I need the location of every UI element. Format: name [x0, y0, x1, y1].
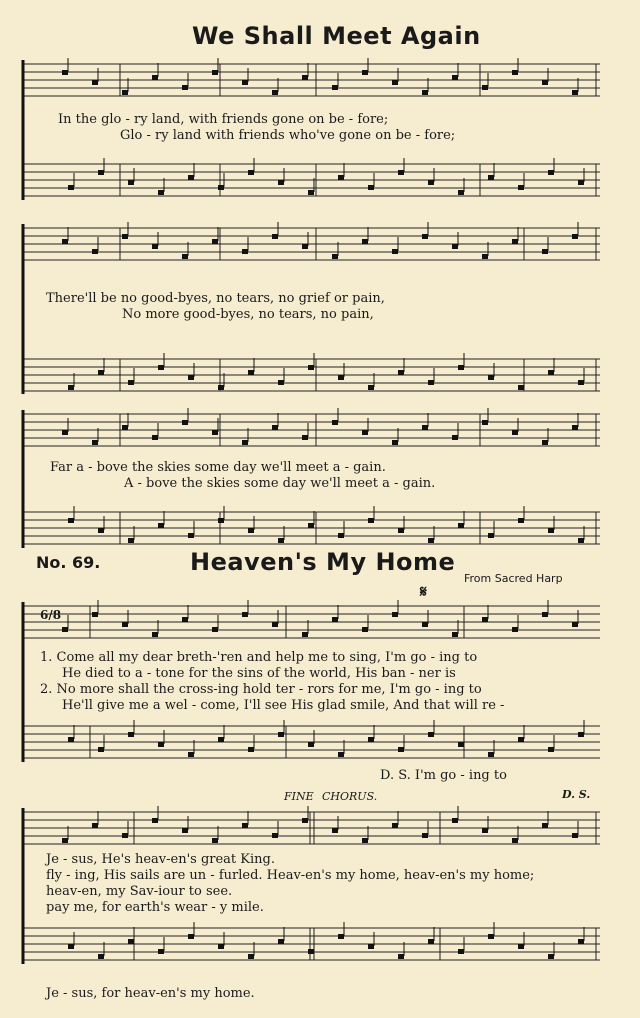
- note-head: [578, 538, 584, 543]
- note-head: [488, 752, 494, 757]
- note-head: [542, 80, 548, 85]
- note-head: [98, 954, 104, 959]
- note-head: [272, 425, 278, 430]
- note-head: [122, 234, 128, 239]
- note-head: [488, 175, 494, 180]
- note-head: [488, 375, 494, 380]
- note-head: [452, 632, 458, 637]
- note-head: [62, 70, 68, 75]
- note-head: [482, 617, 488, 622]
- note-head: [338, 375, 344, 380]
- note-head: [158, 190, 164, 195]
- note-head: [332, 828, 338, 833]
- note-head: [62, 838, 68, 843]
- note-head: [212, 70, 218, 75]
- note-head: [362, 838, 368, 843]
- note-head: [452, 435, 458, 440]
- note-head: [548, 170, 554, 175]
- note-head: [158, 949, 164, 954]
- note-head: [548, 528, 554, 533]
- note-head: [338, 175, 344, 180]
- note-head: [188, 375, 194, 380]
- note-head: [242, 440, 248, 445]
- note-head: [428, 380, 434, 385]
- note-head: [302, 632, 308, 637]
- verse-line: 1. Come all my dear breth-'ren and help me to sing, I'm go - ing to: [40, 650, 478, 665]
- ds-label: D. S.: [562, 788, 591, 801]
- note-head: [338, 533, 344, 538]
- note-head: [92, 440, 98, 445]
- chorus-line: fly - ing, His sails are un - furled. Heav-en's my home, heav-en's my home;: [46, 868, 535, 883]
- note-head: [248, 528, 254, 533]
- hymn-title-heavens-my-home: Heaven's My Home: [190, 548, 456, 576]
- lyric-line: Far a - bove the skies some day we'll meet a - gain.: [50, 460, 386, 475]
- note-head: [182, 254, 188, 259]
- note-head: [458, 523, 464, 528]
- note-head: [158, 742, 164, 747]
- fine-label: FINE: [284, 790, 314, 803]
- ds-line: D. S. I'm go - ing to: [380, 768, 507, 783]
- note-head: [152, 632, 158, 637]
- note-head: [392, 823, 398, 828]
- note-head: [92, 249, 98, 254]
- note-head: [182, 420, 188, 425]
- note-head: [548, 747, 554, 752]
- note-head: [482, 828, 488, 833]
- note-head: [278, 732, 284, 737]
- note-head: [92, 823, 98, 828]
- note-head: [512, 627, 518, 632]
- note-head: [458, 365, 464, 370]
- note-head: [368, 518, 374, 523]
- chorus-line: pay me, for earth's wear - y mile.: [46, 900, 264, 915]
- note-head: [302, 435, 308, 440]
- note-head: [362, 70, 368, 75]
- note-head: [278, 380, 284, 385]
- note-head: [302, 244, 308, 249]
- chorus-line: heav-en, my Sav-iour to see.: [46, 884, 233, 899]
- note-head: [332, 254, 338, 259]
- hymn-source: From Sacred Harp: [464, 572, 563, 585]
- time-signature: 6/8: [40, 608, 62, 622]
- note-head: [278, 939, 284, 944]
- note-head: [518, 944, 524, 949]
- hymn-number: No. 69.: [36, 553, 101, 572]
- note-head: [398, 747, 404, 752]
- note-head: [392, 612, 398, 617]
- note-head: [248, 747, 254, 752]
- note-head: [458, 742, 464, 747]
- note-head: [248, 954, 254, 959]
- note-head: [332, 85, 338, 90]
- lyric-line: There'll be no good-byes, no tears, no grief or pain,: [46, 291, 385, 306]
- note-head: [308, 742, 314, 747]
- note-head: [308, 365, 314, 370]
- note-head: [68, 737, 74, 742]
- note-head: [518, 737, 524, 742]
- note-head: [128, 180, 134, 185]
- note-head: [128, 380, 134, 385]
- note-head: [392, 80, 398, 85]
- note-head: [122, 425, 128, 430]
- note-head: [578, 180, 584, 185]
- note-head: [212, 430, 218, 435]
- note-head: [218, 518, 224, 523]
- note-head: [512, 430, 518, 435]
- note-head: [212, 838, 218, 843]
- lyric-line: No more good-byes, no tears, no pain,: [122, 307, 374, 322]
- note-head: [512, 838, 518, 843]
- note-head: [398, 170, 404, 175]
- note-head: [68, 185, 74, 190]
- note-head: [488, 934, 494, 939]
- note-head: [242, 80, 248, 85]
- note-head: [182, 828, 188, 833]
- verse-line: 2. No more shall the cross-ing hold ter - rors for me, I'm go - ing to: [40, 682, 482, 697]
- note-head: [98, 528, 104, 533]
- note-head: [218, 185, 224, 190]
- note-head: [422, 234, 428, 239]
- note-head: [422, 90, 428, 95]
- note-head: [452, 244, 458, 249]
- note-head: [218, 385, 224, 390]
- note-head: [98, 170, 104, 175]
- note-head: [482, 85, 488, 90]
- note-head: [542, 612, 548, 617]
- note-head: [128, 538, 134, 543]
- note-head: [542, 823, 548, 828]
- note-head: [68, 944, 74, 949]
- lyric-line: In the glo - ry land, with friends gone on be - fore;: [58, 112, 389, 127]
- note-head: [62, 627, 68, 632]
- note-head: [92, 80, 98, 85]
- note-head: [578, 939, 584, 944]
- note-head: [308, 523, 314, 528]
- note-head: [92, 612, 98, 617]
- note-head: [182, 85, 188, 90]
- chorus-label: CHORUS.: [322, 790, 378, 803]
- note-head: [98, 747, 104, 752]
- note-head: [278, 180, 284, 185]
- note-head: [152, 75, 158, 80]
- note-head: [278, 538, 284, 543]
- note-head: [302, 75, 308, 80]
- note-head: [242, 823, 248, 828]
- note-head: [338, 752, 344, 757]
- note-head: [188, 175, 194, 180]
- note-head: [62, 239, 68, 244]
- note-head: [152, 244, 158, 249]
- note-head: [128, 732, 134, 737]
- final-lyric-line: Je - sus, for heav-en's my home.: [46, 986, 255, 1001]
- hymn-title-we-shall-meet-again: We Shall Meet Again: [192, 22, 481, 50]
- verse-line: He died to a - tone for the sins of the world, His ban - ner is: [62, 666, 456, 681]
- note-head: [578, 732, 584, 737]
- note-head: [428, 732, 434, 737]
- note-head: [182, 617, 188, 622]
- note-head: [548, 954, 554, 959]
- note-head: [512, 239, 518, 244]
- note-head: [158, 365, 164, 370]
- note-head: [512, 70, 518, 75]
- note-head: [572, 425, 578, 430]
- segno-sign: 𝄋: [420, 582, 427, 601]
- note-head: [428, 939, 434, 944]
- note-head: [362, 627, 368, 632]
- note-head: [62, 430, 68, 435]
- note-head: [518, 185, 524, 190]
- note-head: [422, 425, 428, 430]
- note-head: [458, 949, 464, 954]
- note-head: [98, 370, 104, 375]
- note-head: [482, 420, 488, 425]
- note-head: [452, 75, 458, 80]
- note-head: [578, 380, 584, 385]
- note-head: [218, 737, 224, 742]
- note-head: [248, 370, 254, 375]
- note-head: [548, 370, 554, 375]
- note-head: [398, 954, 404, 959]
- note-head: [362, 239, 368, 244]
- note-head: [398, 528, 404, 533]
- note-head: [572, 234, 578, 239]
- note-head: [188, 533, 194, 538]
- note-head: [272, 90, 278, 95]
- note-head: [332, 420, 338, 425]
- note-head: [422, 833, 428, 838]
- note-head: [482, 254, 488, 259]
- note-head: [128, 939, 134, 944]
- note-head: [518, 385, 524, 390]
- note-head: [518, 518, 524, 523]
- note-head: [392, 249, 398, 254]
- note-head: [188, 934, 194, 939]
- note-head: [368, 737, 374, 742]
- note-head: [368, 944, 374, 949]
- note-head: [368, 385, 374, 390]
- note-head: [188, 752, 194, 757]
- note-head: [212, 627, 218, 632]
- note-head: [488, 533, 494, 538]
- note-head: [272, 833, 278, 838]
- lyric-line: Glo - ry land with friends who've gone on be - fore;: [120, 128, 456, 143]
- note-head: [368, 185, 374, 190]
- lyric-line: A - bove the skies some day we'll meet a - gain.: [124, 476, 436, 491]
- note-head: [272, 234, 278, 239]
- note-head: [428, 538, 434, 543]
- note-head: [248, 170, 254, 175]
- note-head: [122, 833, 128, 838]
- note-head: [122, 622, 128, 627]
- note-head: [212, 239, 218, 244]
- note-head: [242, 249, 248, 254]
- note-head: [572, 90, 578, 95]
- note-head: [458, 190, 464, 195]
- note-head: [152, 435, 158, 440]
- note-head: [308, 190, 314, 195]
- note-head: [572, 622, 578, 627]
- note-head: [422, 622, 428, 627]
- note-head: [122, 90, 128, 95]
- note-head: [572, 833, 578, 838]
- note-head: [452, 818, 458, 823]
- note-head: [362, 430, 368, 435]
- note-head: [338, 934, 344, 939]
- note-head: [392, 440, 398, 445]
- note-head: [158, 523, 164, 528]
- verse-line: He'll give me a wel - come, I'll see His glad smile, And that will re -: [62, 698, 505, 713]
- chorus-line: Je - sus, He's heav-en's great King.: [46, 852, 275, 867]
- note-head: [152, 818, 158, 823]
- note-head: [272, 622, 278, 627]
- note-head: [308, 949, 314, 954]
- note-head: [218, 944, 224, 949]
- note-head: [302, 818, 308, 823]
- note-head: [398, 370, 404, 375]
- note-head: [332, 617, 338, 622]
- note-head: [68, 518, 74, 523]
- note-head: [68, 385, 74, 390]
- note-head: [542, 440, 548, 445]
- note-head: [428, 180, 434, 185]
- note-head: [242, 612, 248, 617]
- note-head: [542, 249, 548, 254]
